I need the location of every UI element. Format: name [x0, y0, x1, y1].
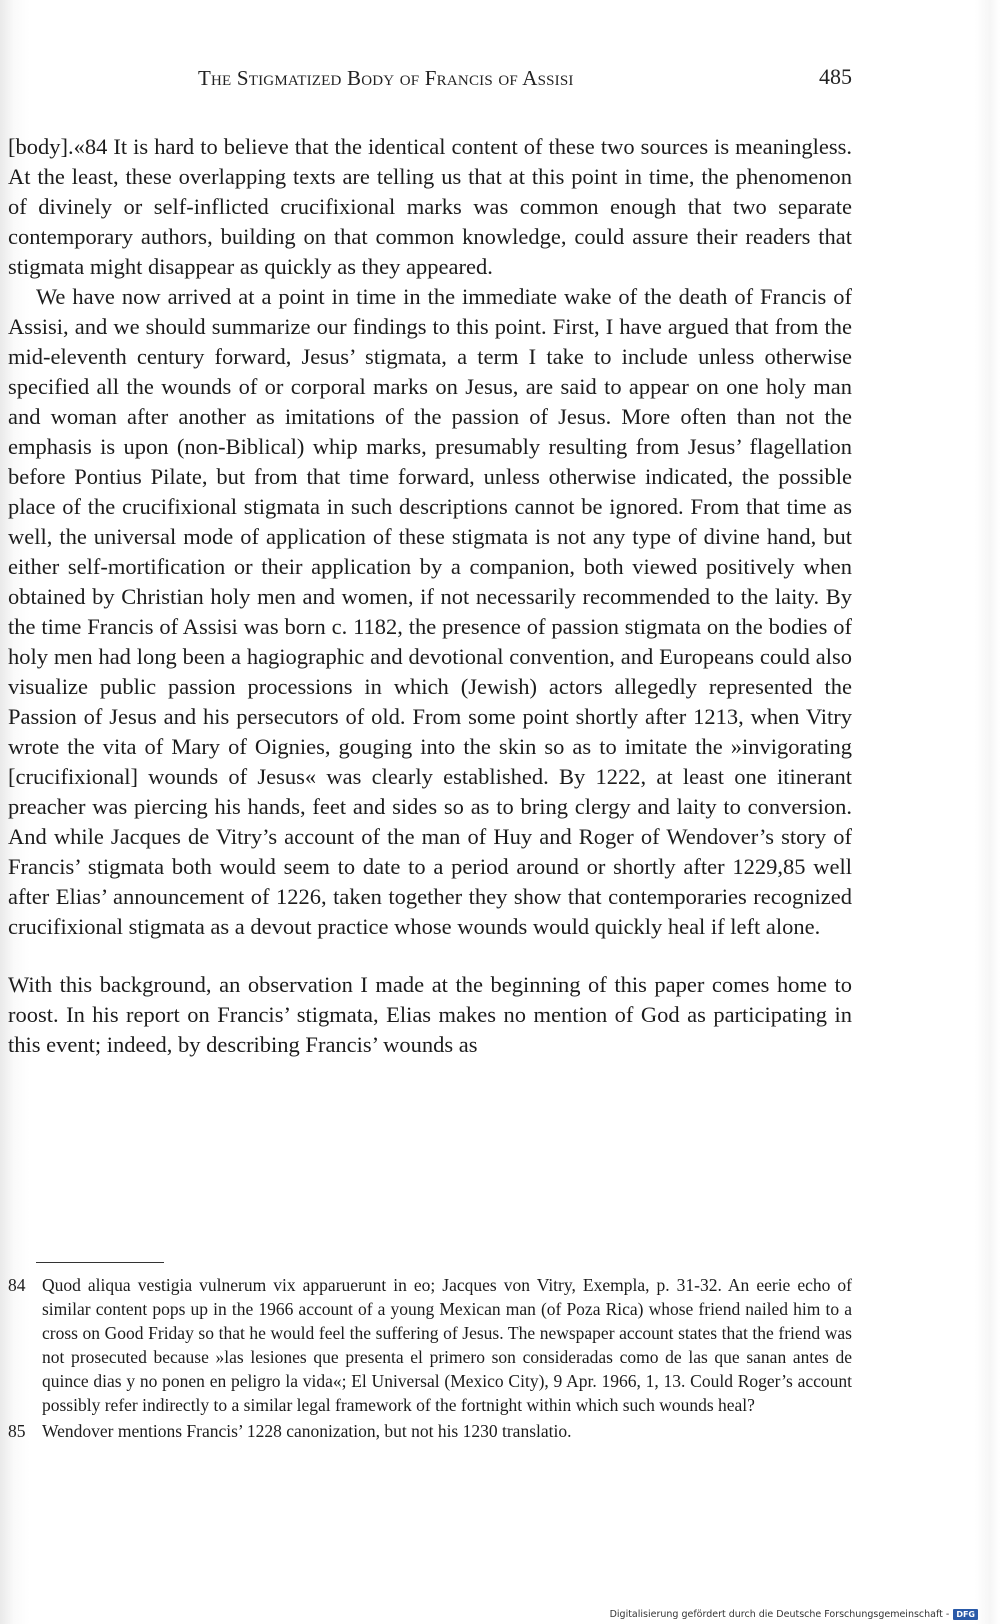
paragraph-3: With this background, an observation I made at the beginning of this paper comes home to roost. In his report on Francis’ stigmata, Elias makes no mention of God as participating in this event; indeed, by describing Francis’ wounds as	[8, 972, 852, 1057]
footnote-85	[8, 1419, 852, 1443]
paragraph-2: We have now arrived at a point in time in the immediate wake of the death of Francis of Assisi, and we should summarize our findings to this point. First, I have argued that from the mid-eleventh century forward, Jesus’ stigmata, a term I take to include unless otherwise specified all the wounds of or corporal marks on Jesus, are said to appear on one holy man and woman after another as imitations of the passion of Jesus. More often than not the emphasis is upon (non-Biblical) whip marks, presumably resulting from Jesus’ flagellation before Pontius Pilate, but from that time forward, unless otherwise indicated, the possible place of the crucifixional stigmata in such descriptions cannot be ignored. From that time as well, the universal mode of application of these stigmata is not any type of divine hand, but either self-mortification or their application by a companion, both viewed positively when obtained by Christian holy men and women, if not necessarily recommended to the laity. By the time Francis of Assisi was born c. 1182, the presence of passion stigmata on the bodies of holy men had long been a hagiographic and devotional convention, and Europeans could also visualize public passion processions in which (Jewish) actors allegedly represented the Passion of Jesus and his persecutors of old. From some point shortly after 1213, when Vitry wrote the vita of Mary of Oignies, gouging into the skin so as to imitate the »invigorating [crucifixional] wounds of Jesus« was clearly established. By 1222, at least one itinerant preacher was piercing his hands, feet and sides so as to bring clergy and laity to conversion. And while Jacques de Vitry’s account of the man of Huy and Roger of Wendover’s story of Francis’ stigmata both would seem to date to a period around or shortly after 1229,85 well after Elias’ announcement of 1226, taken together they show that contemporaries recognized crucifixional stigmata as a devout practice whose wounds would quickly heal if left alone.	[8, 284, 852, 939]
main-text	[8, 132, 852, 1060]
footnote-number: 84	[8, 1275, 26, 1295]
running-head	[0, 64, 1000, 98]
footnote-text: Quod aliqua vestigia vulnerum vix apparuerunt in eo; Jacques von Vitry, Exempla, p. 31-32. An eerie echo of similar content pops up in the 1966 account of a young Mexican man (of Poza Rica) whose friend nailed him to a cross on Good Friday so that he would feel the suffering of Jesus. The newspaper account states that the friend was not prosecuted because »las lesiones que presenta el primero son consideradas como de las que sanan antes de quince dias y no ponen en peligro la vida«; El Universal (Mexico City), 9 Apr. 1966, 1, 13. Could Roger’s account possibly refer indirectly to a similar legal framework of the fortnight within which such wounds heal?	[42, 1275, 852, 1415]
footnotes	[8, 1262, 852, 1445]
credit-text: Digitalisierung gefördert durch die Deutsche Forschungsgemeinschaft -	[609, 1609, 950, 1620]
running-title: The Stigmatized Body of Francis of Assisi	[198, 66, 574, 90]
footnote-84	[8, 1273, 852, 1417]
footnote-text: Wendover mentions Francis’ 1228 canonization, but not his 1230 translatio.	[42, 1421, 572, 1441]
paragraph-1: [body].«84 It is hard to believe that the identical content of these two sources is meaningless. At the least, these overlapping texts are telling us that at this point in time, the phenomenon of divinely or self-inflicted crucifixional marks was common enough that two separate contemporary authors, building on that common knowledge, could assure their readers that stigmata might disappear as quickly as they appeared.	[8, 134, 852, 279]
page-number: 485	[819, 64, 852, 89]
footnote-rule	[36, 1262, 164, 1263]
digitization-credit	[610, 1609, 978, 1620]
footnote-number: 85	[8, 1421, 26, 1441]
dfg-logo: DFG	[953, 1609, 978, 1620]
